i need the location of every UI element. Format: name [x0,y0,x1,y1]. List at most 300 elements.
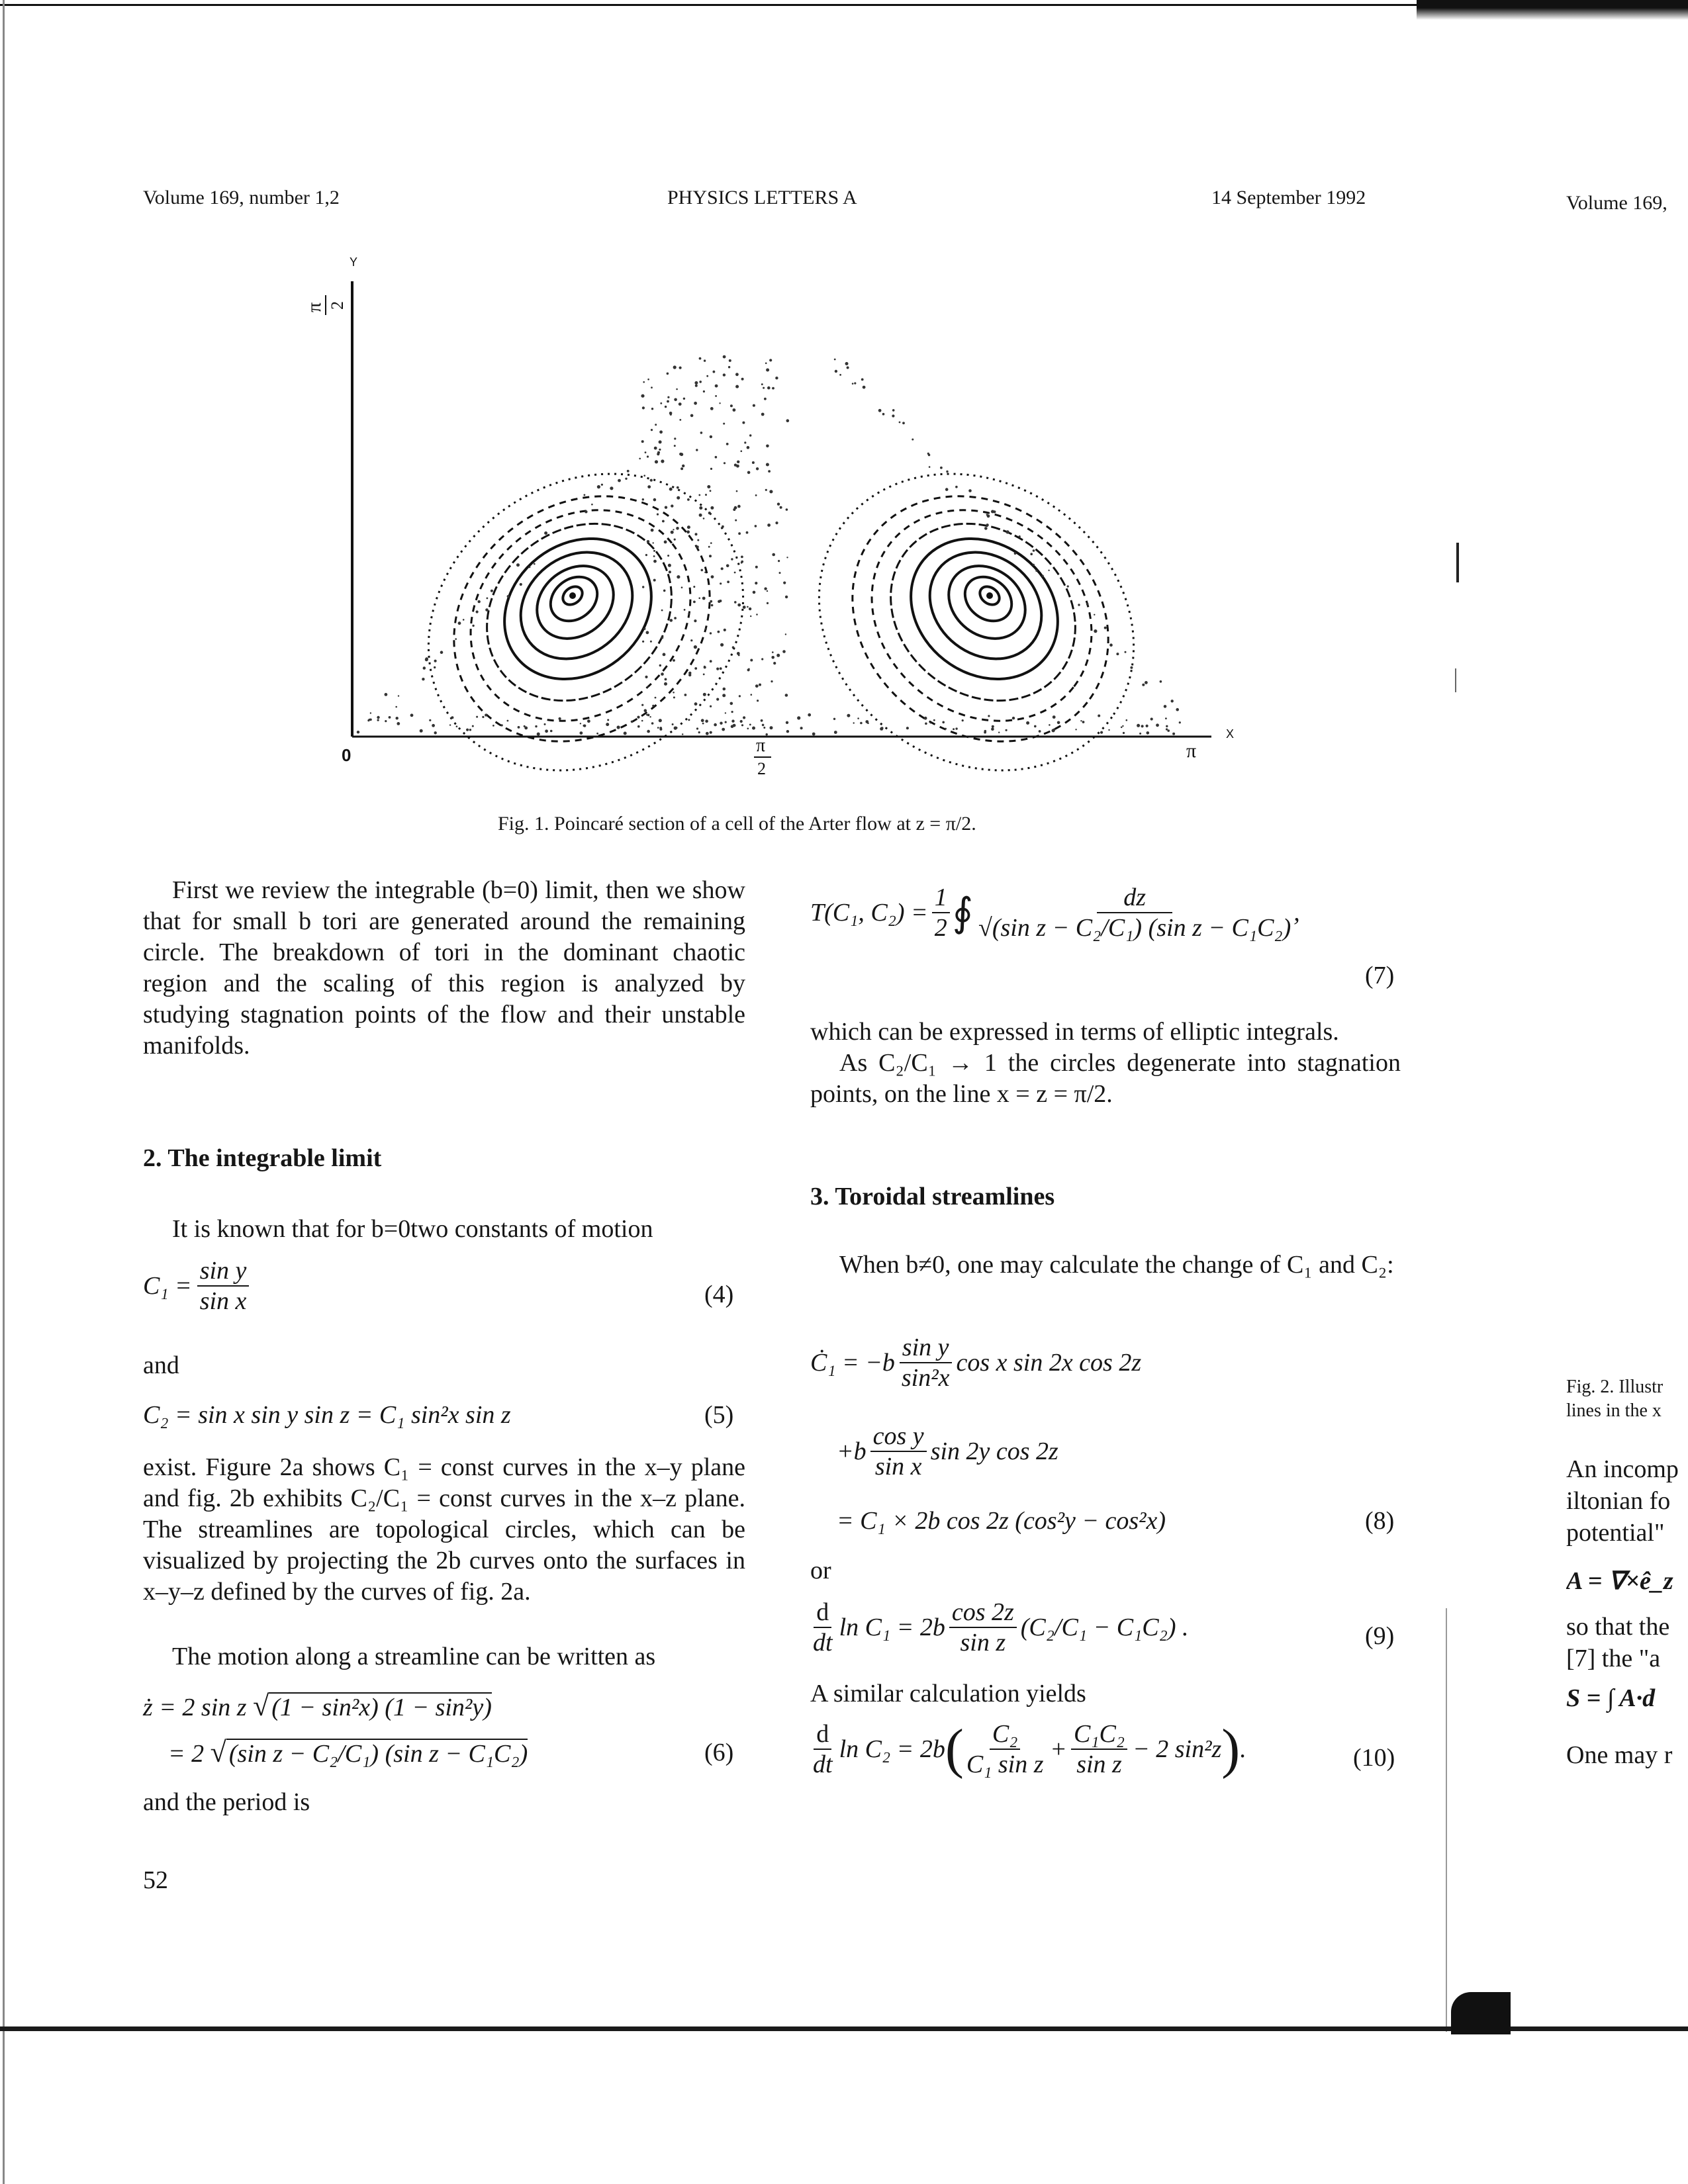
chaotic-trajectory-dot [1122,725,1123,727]
chaotic-trajectory-dot [667,555,669,557]
chaotic-trajectory-dot [988,715,990,717]
chaotic-trajectory-dot [730,702,733,705]
chaotic-trajectory-dot [766,445,769,448]
x-origin-label: 0 [342,745,352,765]
chaotic-trajectory-dot [1030,553,1033,555]
chaotic-trajectory-dot [429,719,431,721]
chaotic-trajectory-dot [984,730,987,733]
chaotic-trajectory-dot [661,459,664,463]
chaotic-trajectory-dot [698,494,700,496]
chaotic-trajectory-dot [645,676,647,678]
chaotic-trajectory-dot [892,414,894,417]
equation-7-number: (7) [1365,962,1395,989]
equation-5-number: (5) [704,1401,734,1429]
and-word: and [143,1351,179,1379]
chaotic-trajectory-dot [942,721,945,724]
chaotic-trajectory-dot [456,725,458,727]
chaotic-trajectory-dot [637,725,640,728]
chaotic-trajectory-dot [631,721,633,723]
chaotic-trajectory-dot [757,700,759,702]
chaotic-trajectory-dot [704,359,706,361]
chaotic-trajectory-dot [463,619,465,621]
chaotic-trajectory-dot [1104,627,1107,629]
chaotic-trajectory-dot [698,731,700,733]
chaotic-trajectory-dot [476,716,478,718]
chaotic-trajectory-dot [930,722,931,723]
chaotic-trajectory-dot [1078,604,1080,606]
equation-9-number: (9) [1365,1622,1395,1650]
chaotic-trajectory-dot [671,504,673,507]
chaotic-trajectory-dot [583,725,585,727]
chaotic-trajectory-dot [646,631,649,634]
left-column [143,875,745,1062]
next-line-7: S = ∫ A·d [1566,1684,1656,1712]
chaotic-trajectory-dot [687,525,690,529]
chaotic-trajectory-dot [704,666,706,668]
chaotic-trajectory-dot [729,359,731,362]
chaotic-trajectory-dot [763,727,765,729]
chaotic-trajectory-dot [587,719,590,723]
chaotic-trajectory-dot [537,733,540,736]
chaotic-trajectory-dot [485,713,487,716]
chaotic-trajectory-dot [596,733,598,735]
chaotic-trajectory-dot [786,721,788,724]
chaotic-trajectory-dot [660,402,662,404]
chaotic-trajectory-dot [659,449,661,451]
chaotic-trajectory-dot [755,525,757,527]
chaotic-trajectory-dot [1067,585,1069,587]
chaotic-trajectory-dot [878,409,882,412]
chaotic-trajectory-dot [853,722,855,723]
chaotic-trajectory-dot [711,575,714,578]
chaotic-trajectory-dot [756,467,759,470]
chaotic-trajectory-dot [833,718,835,720]
chaotic-trajectory-dot [755,582,757,584]
chaotic-trajectory-dot [1082,721,1085,723]
equation-4: C₁ = $\frac{\text{sin y}}{\text{sin x}}$ [143,1256,249,1316]
chaotic-trajectory-dot [607,719,609,721]
chaotic-trajectory-dot [800,727,803,729]
chaotic-trajectory-dot [715,395,717,397]
chaotic-trajectory-dot [880,727,883,729]
chaotic-trajectory-dot [719,600,722,602]
chaotic-trajectory-dot [385,720,387,722]
gutter-mark-2 [1455,668,1456,692]
chaotic-trajectory-dot [655,697,657,699]
chaotic-trajectory-dot [986,523,988,526]
chaotic-trajectory-dot [863,386,866,389]
chaotic-trajectory-dot [682,733,683,735]
chaotic-trajectory-dot [653,550,655,552]
chaotic-trajectory-dot [756,614,758,615]
chaotic-trajectory-dot [724,462,726,464]
chaotic-trajectory-dot [764,587,767,590]
chaotic-trajectory-dot [680,467,683,470]
binding-shadow [1451,1992,1511,2034]
chaotic-trajectory-dot [674,617,677,619]
equation-5: C₂ = sin x sin y sin z = C₁ sin²x sin z [143,1401,511,1429]
exist-paragraph: exist. Figure 2a shows C₁ = const curves in the x–y plane and fig. 2b exhibits C₂/C₁ = const curves in the x–z plane. The streamlines are topological circles, which can be visualized by projecting the 2b curves onto the surfaces in x–y–z defined by the curves of fig. 2a. [143,1453,745,1606]
chaotic-trajectory-dot [865,720,868,723]
chaotic-trajectory-dot [699,506,702,510]
chaotic-trajectory-dot [674,539,676,541]
chaotic-trajectory-dot [723,423,725,425]
chaotic-trajectory-dot [641,440,644,443]
chaotic-trajectory-dot [991,727,994,731]
chaotic-trajectory-dot [627,470,630,473]
chaotic-trajectory-dot [688,613,690,615]
chaotic-trajectory-dot [753,404,755,407]
chaotic-trajectory-dot [785,694,788,697]
chaotic-trajectory-dot [733,724,736,727]
chaotic-trajectory-dot [455,638,457,640]
chaotic-trajectory-dot [659,719,662,722]
chaotic-trajectory-dot [723,373,726,376]
chaotic-trajectory-dot [713,371,716,373]
chaotic-trajectory-dot [580,731,583,735]
chaotic-trajectory-dot [766,733,768,735]
y-top-tick-label [303,295,347,315]
chaotic-trajectory-dot [695,385,698,387]
chaotic-trajectory-dot [839,374,841,376]
chaotic-trajectory-dot [706,375,708,377]
chaotic-trajectory-dot [1052,729,1055,732]
chaotic-trajectory-dot [398,695,399,696]
chaotic-trajectory-dot [639,458,641,460]
chaotic-trajectory-dot [892,409,895,412]
chaotic-trajectory-dot [752,727,755,730]
chaotic-trajectory-dot [670,414,672,416]
chaotic-trajectory-dot [797,716,800,719]
chaotic-trajectory-dot [747,606,749,608]
chaotic-trajectory-dot [1048,570,1049,571]
chaotic-trajectory-dot [674,727,677,730]
chaotic-trajectory-dot [491,590,493,592]
chaotic-trajectory-dot [722,525,724,528]
next-page-fragments [1566,1370,1688,1833]
chaotic-trajectory-dot [647,714,650,717]
chaotic-trajectory-dot [688,674,691,676]
chaotic-trajectory-dot [520,583,522,586]
svg-text:2: 2 [328,301,347,310]
chaotic-trajectory-dot [664,541,667,544]
chaotic-trajectory-dot [673,365,677,369]
chaotic-trajectory-dot [767,590,768,592]
chaotic-trajectory-dot [694,381,698,385]
chaotic-trajectory-dot [674,437,676,439]
chaotic-trajectory-dot [854,383,856,385]
chaotic-trajectory-dot [724,629,726,631]
chaotic-trajectory-dot [607,723,609,725]
elliptic-fixed-point [986,592,993,599]
chaotic-trajectory-dot [696,727,698,729]
chaotic-trajectory-dot [812,733,816,736]
degenerate-text: As C₂/C₁ → 1 the circles degenerate into stagnation points, on the line x = z = π/2. [810,1049,1401,1108]
chaotic-trajectory-dot [647,379,649,381]
chaotic-trajectory-dot [694,619,696,622]
chaotic-trajectory-dot [670,619,673,622]
chaotic-trajectory-dot [641,720,643,722]
chaotic-trajectory-dot [696,449,698,451]
chaotic-trajectory-dot [1150,717,1153,720]
chaotic-trajectory-dot [899,422,901,424]
gutter-mark-1 [1456,543,1459,582]
chaotic-trajectory-dot [659,664,661,666]
chaotic-trajectory-dot [786,508,788,511]
equation-8-line-3: = C₁ × 2b cos 2z (cos²y − cos²x) [837,1507,1166,1535]
header-next-page-volume: Volume 169, [1566,192,1667,214]
chaotic-trajectory-dot [1108,729,1109,731]
chaotic-trajectory-dot [710,632,712,634]
chaotic-trajectory-dot [710,435,712,438]
chaotic-trajectory-dot [847,714,850,717]
chaotic-trajectory-dot [749,724,751,726]
chaotic-trajectory-dot [655,460,658,463]
chaotic-trajectory-dot [946,471,948,473]
eq4-numerator: sin y [197,1256,250,1287]
chaotic-trajectory-dot [1147,731,1150,735]
chaotic-trajectory-dot [423,666,426,669]
chaotic-trajectory-dot [925,723,927,725]
chaotic-trajectory-dot [649,716,651,717]
chaotic-trajectory-dot [597,485,600,488]
chaotic-trajectory-dot [667,373,669,375]
chaotic-trajectory-dot [369,719,372,721]
chaotic-trajectory-dot [708,512,711,514]
chaotic-trajectory-dot [661,636,663,639]
chaotic-trajectory-dot [725,721,727,723]
chaotic-trajectory-dot [377,719,379,721]
chaotic-trajectory-dot [933,719,935,721]
chaotic-trajectory-dot [834,359,836,361]
chaotic-trajectory-dot [710,490,712,492]
chaotic-trajectory-dot [1130,666,1133,669]
chaotic-trajectory-dot [741,561,743,563]
chaotic-trajectory-dot [715,385,718,388]
chaotic-trajectory-dot [1142,684,1145,686]
chaotic-trajectory-dot [750,615,751,617]
chaotic-trajectory-dot [772,651,774,653]
equation-9: $\frac{d}{dt}$ ln C₁ = 2b $\frac{\cos 2z}{\text{sin z}}$ (C₂/C₁ − C₁C₂) . [813,1598,1189,1657]
chaotic-trajectory-dot [730,404,733,407]
chaotic-trajectory-dot [728,366,730,368]
next-fig2-caption-1: Fig. 2. Illustr [1566,1377,1664,1397]
eq4-denominator: sin x [199,1287,247,1315]
chaotic-trajectory-dot [645,554,647,556]
chaotic-trajectory-dot [673,659,675,662]
chaotic-trajectory-dot [679,402,682,406]
chaotic-trajectory-dot [749,608,751,610]
chaotic-trajectory-dot [766,463,769,467]
chaotic-trajectory-dot [955,486,958,488]
chaotic-trajectory-dot [434,660,437,662]
chaotic-trajectory-dot [771,680,773,682]
chaotic-trajectory-dot [710,407,714,410]
chaotic-trajectory-dot [737,505,741,508]
chaotic-trajectory-dot [955,727,957,729]
chaotic-trajectory-dot [625,478,627,480]
chaotic-trajectory-dot [677,486,679,489]
chaotic-trajectory-dot [710,731,712,734]
chaotic-trajectory-dot [1006,729,1008,731]
chaotic-trajectory-dot [664,682,667,686]
chaotic-trajectory-dot [721,567,724,570]
chaotic-trajectory-dot [1126,719,1128,721]
chaotic-trajectory-dot [466,729,469,731]
chaotic-trajectory-dot [545,729,548,733]
chaotic-trajectory-dot [1094,629,1097,633]
chaotic-trajectory-dot [469,729,471,731]
chaotic-trajectory-dot [734,464,737,467]
chaotic-trajectory-dot [659,728,662,731]
chaotic-trajectory-dot [702,597,706,600]
chaotic-trajectory-dot [962,719,964,721]
chaotic-trajectory-dot [684,609,686,611]
chaotic-trajectory-dot [657,451,660,454]
chaotic-trajectory-dot [1098,715,1100,717]
chaotic-trajectory-dot [686,530,690,533]
chaotic-trajectory-dot [679,453,682,455]
next-line-3: potential" [1566,1519,1665,1547]
chaotic-trajectory-dot [688,719,690,721]
svg-text:π: π [303,302,325,312]
chaotic-trajectory-dot [727,580,729,583]
left-island-orbit [542,568,606,630]
chaotic-trajectory-dot [676,527,679,530]
chaotic-trajectory-dot [714,723,717,727]
change-text: When b≠0, one may calculate the change of C₁ and C₂: [839,1251,1394,1279]
chaotic-trajectory-dot [1116,653,1119,655]
chaotic-trajectory-dot [1176,708,1179,711]
chaotic-trajectory-dot [808,713,811,717]
chaotic-trajectory-dot [761,413,765,416]
chaotic-trajectory-dot [385,693,388,696]
chaotic-trajectory-dot [968,489,972,492]
chaotic-trajectory-dot [705,628,707,630]
chaotic-trajectory-dot [1145,681,1148,684]
chaotic-trajectory-dot [783,582,786,584]
chaotic-trajectory-dot [737,604,741,607]
chaotic-trajectory-dot [740,720,743,723]
chaotic-trajectory-dot [775,522,778,524]
chaotic-trajectory-dot [715,456,718,459]
chaotic-trajectory-dot [711,604,714,607]
chaotic-trajectory-dot [440,651,444,654]
chaotic-trajectory-dot [710,705,712,707]
chaotic-trajectory-dot [737,652,740,655]
equation-8-line-1: Ċ₁ = −b $\frac{\text{sin y}}{\text{sin²x}}$ cos x sin 2x cos 2z [810,1334,1142,1392]
chaotic-trajectory-dot [584,494,586,496]
chaotic-trajectory-dot [559,717,561,720]
section-2-title: 2. The integrable limit [143,1144,382,1172]
chaotic-trajectory-dot [912,439,914,441]
page-number: 52 [143,1866,168,1894]
chaotic-trajectory-dot [663,590,666,592]
y-axis-letter: Y [350,255,358,269]
chaotic-trajectory-dot [1164,705,1167,708]
header-date: 14 September 1992 [1211,187,1366,208]
chaotic-trajectory-dot [998,732,1000,733]
chaotic-trajectory-dot [657,514,659,516]
equation-6-line-1: ż = 2 sin z √ (1 − sin²x) (1 − sin²y) [143,1690,492,1722]
chaotic-trajectory-dot [731,719,734,722]
chaotic-trajectory-dot [1141,725,1144,727]
chaotic-trajectory-dot [655,424,657,426]
chaotic-trajectory-dot [697,539,699,541]
chaotic-trajectory-dot [665,506,667,509]
chaotic-trajectory-dot [524,727,528,730]
chaotic-trajectory-dot [706,732,709,735]
header-volume: Volume 169, number 1,2 [143,187,340,208]
chaotic-trajectory-dot [641,704,643,706]
chaotic-trajectory-dot [749,434,751,436]
chaotic-trajectory-dot [770,726,773,729]
chaotic-trajectory-dot [857,717,859,719]
left-edge-rule [3,0,5,2184]
chaotic-trajectory-dot [726,443,729,445]
chaotic-trajectory-dot [673,696,675,698]
chaotic-trajectory-dot [1156,723,1159,727]
chaotic-trajectory-dot [993,510,996,513]
chaotic-trajectory-dot [759,684,761,686]
next-line-8: One may r [1566,1741,1673,1769]
chaotic-trajectory-dot [702,723,704,725]
chaotic-trajectory-dot [458,621,461,625]
chaotic-trajectory-dot [650,479,653,482]
chaotic-trajectory-dot [928,454,931,457]
chaotic-trajectory-dot [761,719,763,722]
chaotic-trajectory-dot [780,506,782,509]
chaotic-trajectory-dot [731,711,733,713]
chaotic-trajectory-dot [953,728,955,730]
chaotic-trajectory-dot [750,659,753,662]
chaotic-trajectory-dot [395,706,397,708]
chaotic-trajectory-dot [1019,535,1021,537]
chaotic-trajectory-dot [696,545,698,548]
chaotic-trajectory-dot [699,381,702,383]
chaotic-trajectory-dot [746,531,749,534]
chaotic-trajectory-dot [476,610,479,613]
equation-10-number: (10) [1353,1744,1395,1772]
equation-8-line-2: +b $\frac{\text{cos y}}{\text{sin x}}$ sin 2y cos 2z [837,1422,1058,1480]
chaotic-trajectory-dot [1042,575,1044,577]
chaotic-trajectory-dot [651,429,653,431]
chaotic-trajectory-dot [769,359,772,361]
chaotic-trajectory-dot [663,653,666,657]
chaotic-trajectory-dot [755,494,757,496]
chaotic-trajectory-dot [906,727,909,729]
chaotic-trajectory-dot [518,726,520,729]
chaotic-trajectory-dot [762,724,765,727]
chaotic-trajectory-dot [929,466,931,468]
next-line-5: so that the [1566,1613,1670,1641]
chaotic-trajectory-dot [772,387,774,390]
chaotic-trajectory-dot [580,723,581,724]
chaotic-trajectory-dot [642,586,644,588]
chaotic-trajectory-dot [860,722,863,725]
chaotic-trajectory-dot [677,575,680,578]
chaotic-trajectory-dot [736,490,738,492]
chaotic-trajectory-dot [643,381,645,383]
chaotic-trajectory-dot [755,566,758,569]
chaotic-trajectory-dot [434,731,437,734]
chaotic-trajectory-dot [747,471,751,475]
left-island-orbit [405,445,759,781]
figure-1-caption: Fig. 1. Poincaré section of a cell of the Arter flow at z = π/2. [498,813,976,835]
chaotic-trajectory-dot [694,702,698,705]
chaotic-trajectory-dot [705,719,708,723]
chaotic-trajectory-dot [723,688,726,691]
